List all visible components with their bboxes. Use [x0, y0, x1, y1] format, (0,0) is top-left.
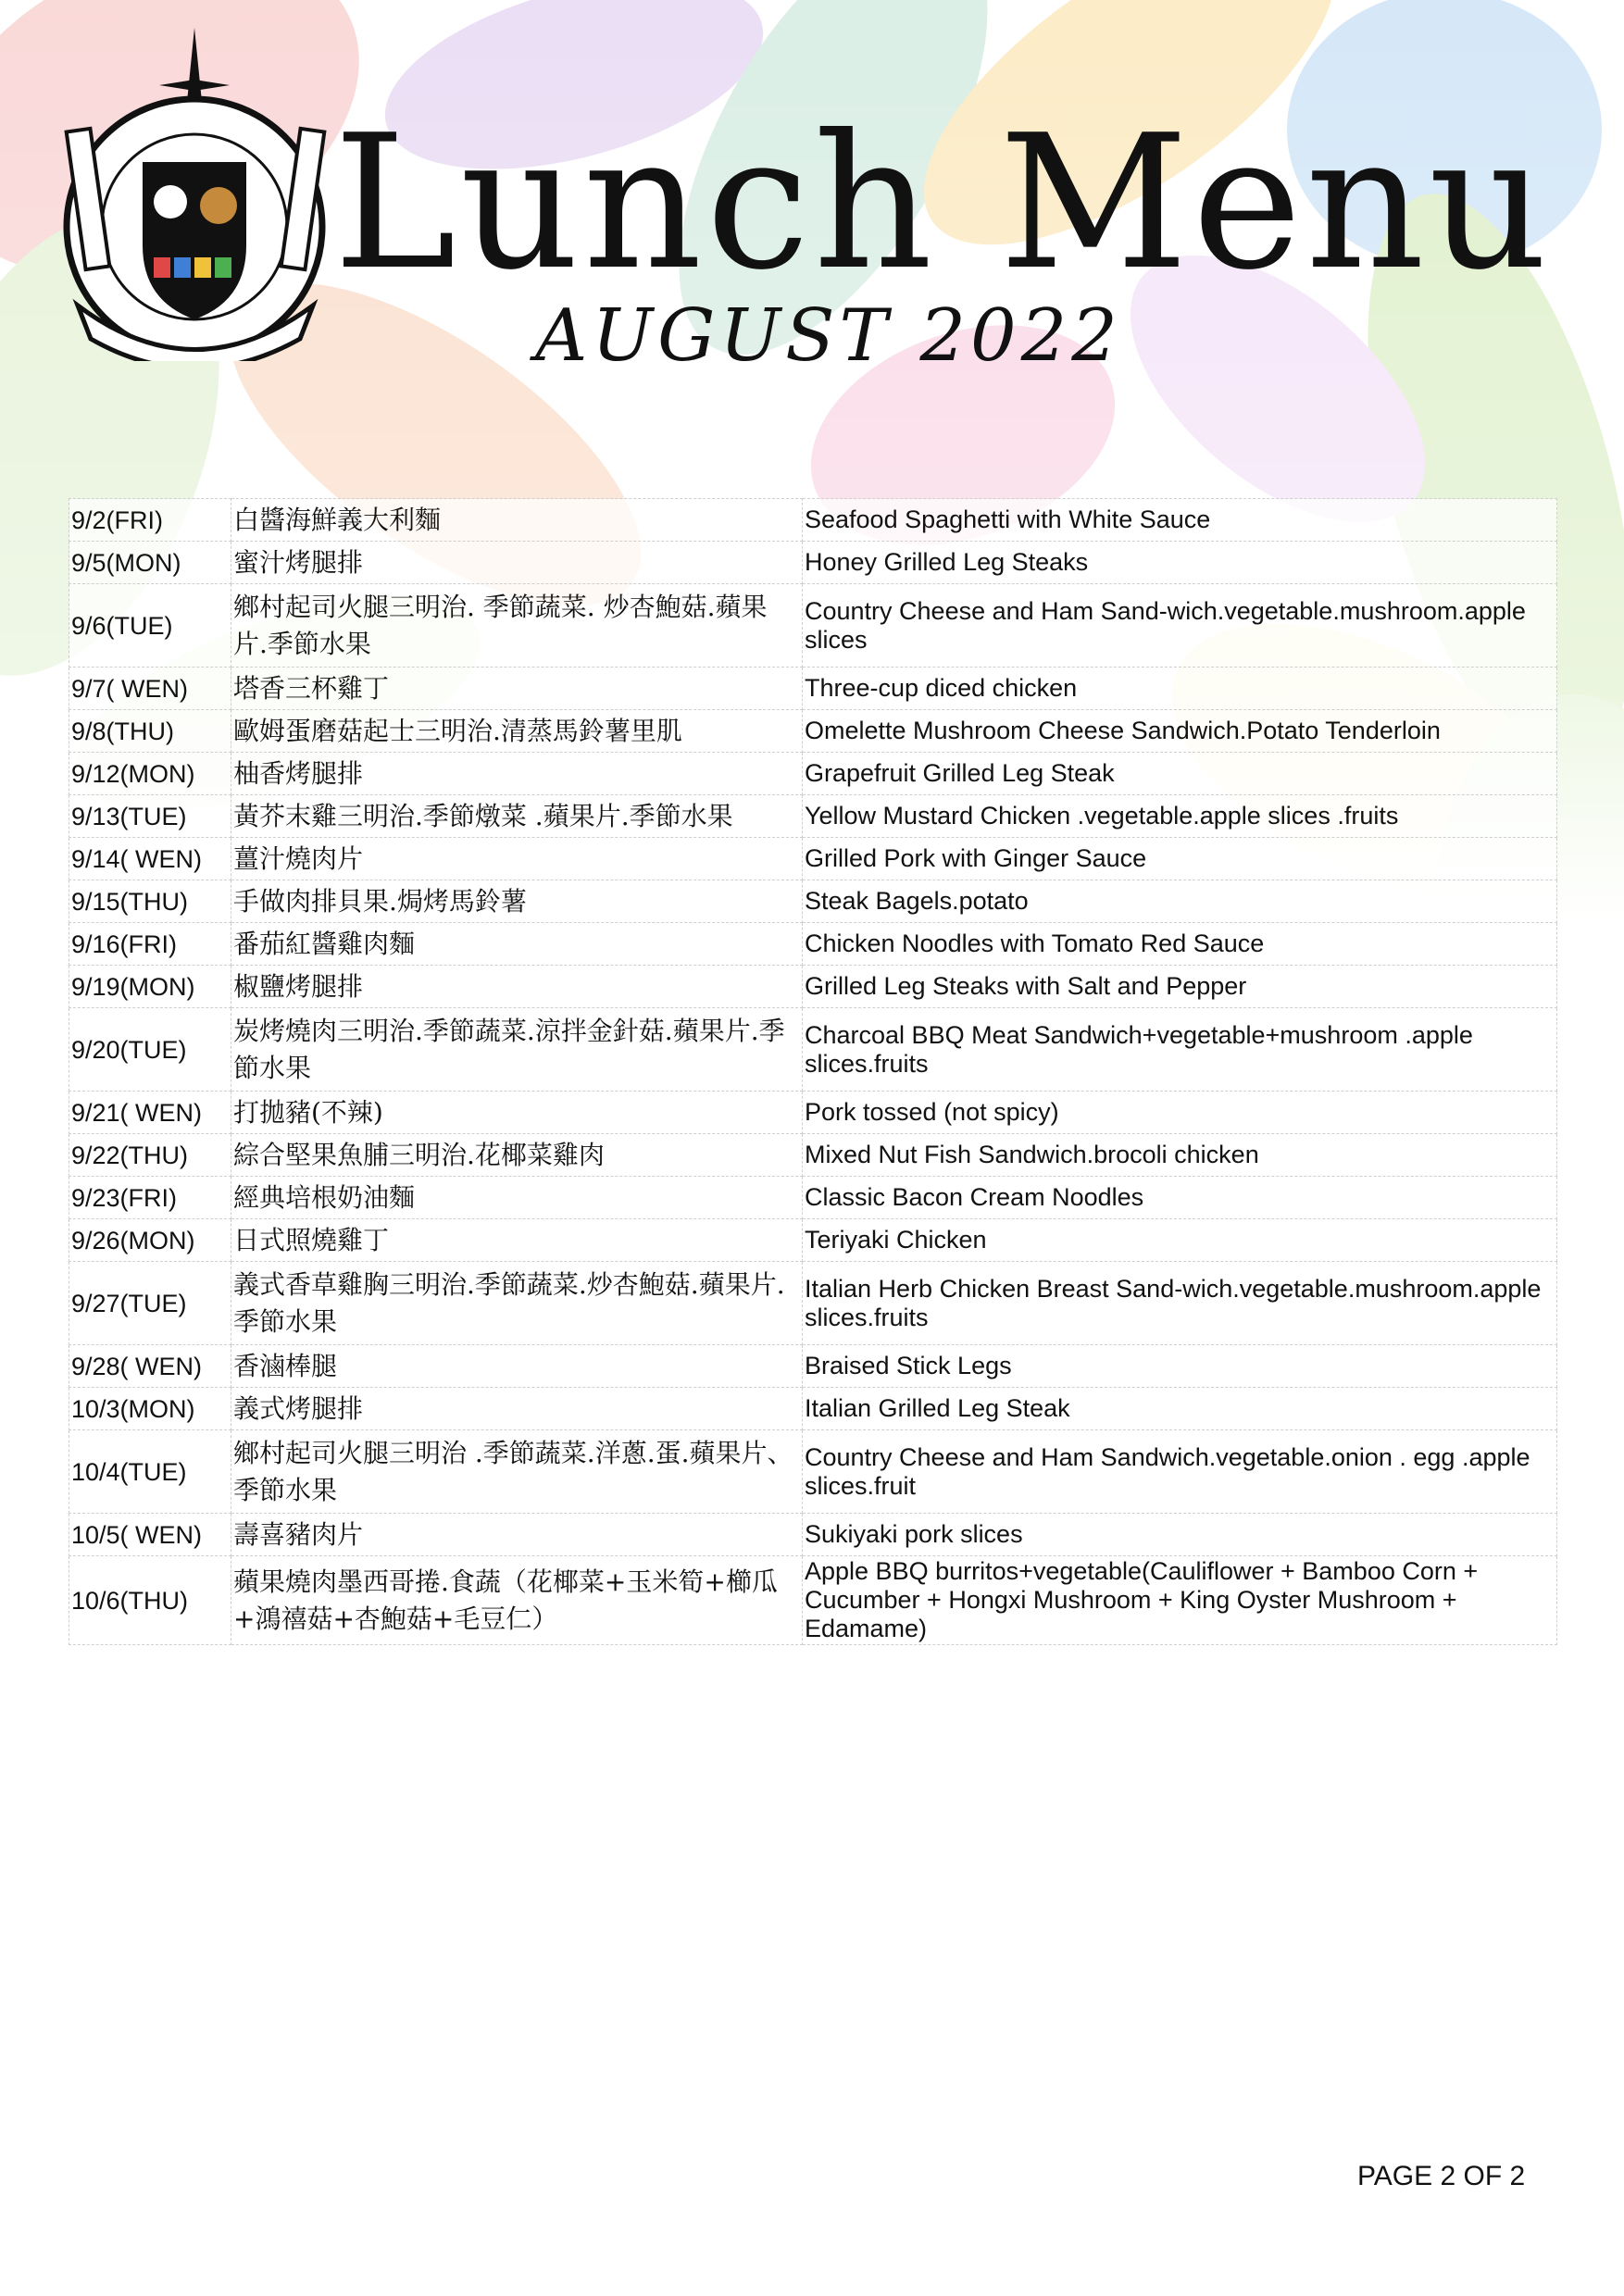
table-row: [69, 499, 1557, 542]
table-row: [69, 584, 1557, 668]
table-row: [69, 1345, 1557, 1388]
table-row: [69, 1092, 1557, 1134]
menu-chinese-dish-cell: 黃芥末雞三明治.季節燉菜 .蘋果片.季節水果: [231, 795, 803, 838]
menu-date-cell: 9/20(TUE): [69, 1008, 231, 1092]
menu-date-cell: 9/16(FRI): [69, 923, 231, 966]
menu-chinese-dish-cell: 綜合堅果魚脯三明治.花椰菜雞肉: [231, 1134, 803, 1177]
menu-chinese-dish-cell: 打拋豬(不辣): [231, 1092, 803, 1134]
menu-chinese-dish-cell: 經典培根奶油麵: [231, 1177, 803, 1219]
menu-english-dish-cell: Country Cheese and Ham Sandwich.vegetable.onion . egg .apple slices.fruit: [803, 1430, 1557, 1514]
lunch-menu-table: [69, 498, 1557, 1645]
menu-english-dish-cell: Omelette Mushroom Cheese Sandwich.Potato Tenderloin: [803, 710, 1557, 753]
menu-english-dish-cell: Sukiyaki pork slices: [803, 1514, 1557, 1556]
table-row: [69, 1262, 1557, 1345]
menu-chinese-dish-cell: 鄉村起司火腿三明治. 季節蔬菜. 炒杏鮑菇.蘋果片.季節水果: [231, 584, 803, 668]
menu-date-cell: 10/6(THU): [69, 1556, 231, 1645]
menu-date-cell: 9/26(MON): [69, 1219, 231, 1262]
menu-english-dish-cell: Grilled Pork with Ginger Sauce: [803, 838, 1557, 880]
menu-english-dish-cell: Classic Bacon Cream Noodles: [803, 1177, 1557, 1219]
menu-english-dish-cell: Charcoal BBQ Meat Sandwich+vegetable+mushroom .apple slices.fruits: [803, 1008, 1557, 1092]
menu-chinese-dish-cell: 薑汁燒肉片: [231, 838, 803, 880]
menu-date-cell: 9/15(THU): [69, 880, 231, 923]
table-row: [69, 1514, 1557, 1556]
table-row: [69, 1388, 1557, 1430]
table-row: [69, 880, 1557, 923]
menu-chinese-dish-cell: 香滷棒腿: [231, 1345, 803, 1388]
menu-date-cell: 9/14( WEN): [69, 838, 231, 880]
table-row: [69, 1008, 1557, 1092]
menu-english-dish-cell: Apple BBQ burritos+vegetable(Cauliflower + Bamboo Corn + Cucumber + Hongxi Mushroom + King Oyster Mushroom + Edamame): [803, 1556, 1557, 1645]
table-row: [69, 1219, 1557, 1262]
table-row: [69, 838, 1557, 880]
menu-date-cell: 9/21( WEN): [69, 1092, 231, 1134]
table-row: [69, 710, 1557, 753]
menu-chinese-dish-cell: 柚香烤腿排: [231, 753, 803, 795]
menu-date-cell: 9/6(TUE): [69, 584, 231, 668]
menu-date-cell: 9/23(FRI): [69, 1177, 231, 1219]
page-subtitle: AUGUST 2022: [535, 294, 1122, 378]
menu-date-cell: 10/5( WEN): [69, 1514, 231, 1556]
school-crest-logo: [57, 28, 335, 361]
menu-chinese-dish-cell: 蜜汁烤腿排: [231, 542, 803, 584]
menu-english-dish-cell: Yellow Mustard Chicken .vegetable.apple slices .fruits: [803, 795, 1557, 838]
menu-date-cell: 9/13(TUE): [69, 795, 231, 838]
menu-english-dish-cell: Grilled Leg Steaks with Salt and Pepper: [803, 966, 1557, 1008]
menu-date-cell: 9/7( WEN): [69, 668, 231, 710]
menu-chinese-dish-cell: 手做肉排貝果.焗烤馬鈴薯: [231, 880, 803, 923]
menu-date-cell: 9/28( WEN): [69, 1345, 231, 1388]
menu-chinese-dish-cell: 歐姆蛋磨菇起士三明治.清蒸馬鈴薯里肌: [231, 710, 803, 753]
menu-chinese-dish-cell: 番茄紅醬雞肉麵: [231, 923, 803, 966]
menu-english-dish-cell: Grapefruit Grilled Leg Steak: [803, 753, 1557, 795]
menu-date-cell: 10/3(MON): [69, 1388, 231, 1430]
menu-table-body: [69, 499, 1557, 1645]
table-row: [69, 1556, 1557, 1645]
menu-date-cell: 9/8(THU): [69, 710, 231, 753]
menu-date-cell: 10/4(TUE): [69, 1430, 231, 1514]
table-row: [69, 668, 1557, 710]
table-row: [69, 542, 1557, 584]
menu-chinese-dish-cell: 鄉村起司火腿三明治 .季節蔬菜.洋蔥.蛋.蘋果片、季節水果: [231, 1430, 803, 1514]
menu-date-cell: 9/2(FRI): [69, 499, 231, 542]
menu-english-dish-cell: Country Cheese and Ham Sand-wich.vegetable.mushroom.apple slices: [803, 584, 1557, 668]
menu-english-dish-cell: Steak Bagels.potato: [803, 880, 1557, 923]
table-row: [69, 795, 1557, 838]
menu-date-cell: 9/5(MON): [69, 542, 231, 584]
menu-chinese-dish-cell: 塔香三杯雞丁: [231, 668, 803, 710]
menu-english-dish-cell: Mixed Nut Fish Sandwich.brocoli chicken: [803, 1134, 1557, 1177]
menu-english-dish-cell: Italian Grilled Leg Steak: [803, 1388, 1557, 1430]
menu-english-dish-cell: Three-cup diced chicken: [803, 668, 1557, 710]
table-row: [69, 923, 1557, 966]
page-title: Lunch Menu: [333, 95, 1552, 311]
menu-date-cell: 9/12(MON): [69, 753, 231, 795]
menu-english-dish-cell: Honey Grilled Leg Steaks: [803, 542, 1557, 584]
menu-english-dish-cell: Braised Stick Legs: [803, 1345, 1557, 1388]
table-row: [69, 1134, 1557, 1177]
menu-chinese-dish-cell: 義式烤腿排: [231, 1388, 803, 1430]
table-row: [69, 1177, 1557, 1219]
page-number: PAGE 2 OF 2: [1357, 2161, 1526, 2191]
menu-chinese-dish-cell: 日式照燒雞丁: [231, 1219, 803, 1262]
table-row: [69, 966, 1557, 1008]
menu-english-dish-cell: Italian Herb Chicken Breast Sand-wich.vegetable.mushroom.apple slices.fruits: [803, 1262, 1557, 1345]
menu-chinese-dish-cell: 椒鹽烤腿排: [231, 966, 803, 1008]
menu-english-dish-cell: Pork tossed (not spicy): [803, 1092, 1557, 1134]
menu-date-cell: 9/22(THU): [69, 1134, 231, 1177]
table-row: [69, 1430, 1557, 1514]
menu-chinese-dish-cell: 白醬海鮮義大利麵: [231, 499, 803, 542]
menu-chinese-dish-cell: 義式香草雞胸三明治.季節蔬菜.炒杏鮑菇.蘋果片.季節水果: [231, 1262, 803, 1345]
menu-english-dish-cell: Seafood Spaghetti with White Sauce: [803, 499, 1557, 542]
menu-chinese-dish-cell: 蘋果燒肉墨西哥捲.食蔬（花椰菜+玉米筍+櫛瓜+鴻禧菇+杏鮑菇+毛豆仁）: [231, 1556, 803, 1645]
menu-date-cell: 9/27(TUE): [69, 1262, 231, 1345]
menu-english-dish-cell: Chicken Noodles with Tomato Red Sauce: [803, 923, 1557, 966]
menu-chinese-dish-cell: 炭烤燒肉三明治.季節蔬菜.涼拌金針菇.蘋果片.季節水果: [231, 1008, 803, 1092]
menu-chinese-dish-cell: 壽喜豬肉片: [231, 1514, 803, 1556]
menu-date-cell: 9/19(MON): [69, 966, 231, 1008]
menu-english-dish-cell: Teriyaki Chicken: [803, 1219, 1557, 1262]
table-row: [69, 753, 1557, 795]
